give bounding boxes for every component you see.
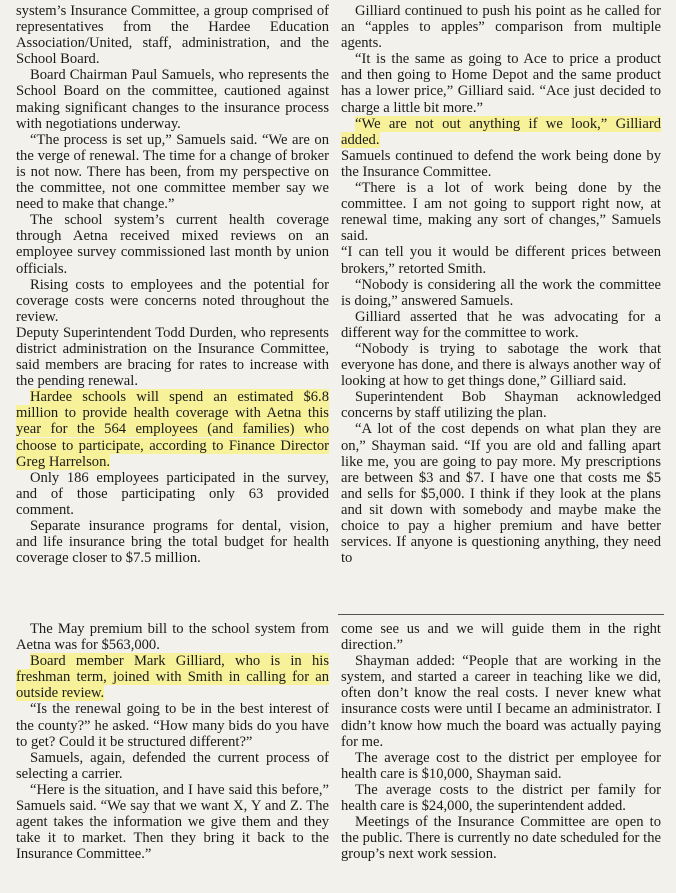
- article-paragraph: come see us and we will guide them in the right direction.”: [341, 621, 661, 654]
- article-paragraph: “Is the renewal going to be in the best interest of the county?” he asked. “How many bids do you have to get? Could it be structured different?”: [16, 701, 329, 750]
- article-paragraph: “Nobody is considering all the work the committee is doing,” answered Samuels.: [341, 276, 661, 309]
- highlighted-text: “We are not out anything if we look,” Gilliard added.: [341, 115, 661, 148]
- article-paragraph: “Here is the situation, and I have said this before,” Samuels said. “We say that we want X, Y and Z. The agent takes the information we give them and they take it to market. Then they bring it back to the Insurance Committee.”: [16, 781, 329, 863]
- article-paragraph: Shayman added: “People that are working in the system, and started a career in teaching like we did, often don’t know the real costs. I never knew what insurance costs were until I became an administrator. I didn’t know how much the board was actually paying for me.: [341, 653, 661, 750]
- article-paragraph: “Nobody is trying to sabotage the work that everyone has done, and there is always another way of looking at how to get things done,” Gilliard said.: [341, 340, 661, 390]
- column-bottom-right: [341, 621, 661, 893]
- article-paragraph: Gilliard continued to push his point as he called for an “apples to apples” comparison from multiple agents.: [341, 3, 661, 52]
- article-paragraph: Separate insurance programs for dental, vision, and life insurance bring the total budget for health coverage closer to $7.5 million.: [16, 518, 329, 567]
- article-paragraph: The school system’s current health coverage through Aetna received mixed reviews on an employee survey commissioned last month by union officials.: [16, 212, 329, 277]
- column-bottom-left: [16, 621, 329, 893]
- article-paragraph: Only 186 employees participated in the survey, and of those participating only 63 provided comment.: [16, 469, 329, 518]
- article-paragraph: The May premium bill to the school system from Aetna was for $563,000.: [16, 621, 329, 654]
- article-paragraph: “It is the same as going to Ace to price a product and then going to Home Depot and the same product has a lower price,” Gilliard said. “Ace just decided to charge a little bit more.”: [341, 51, 661, 116]
- article-paragraph: Samuels, again, defended the current process of selecting a carrier.: [16, 749, 329, 782]
- column-top-right: [341, 3, 661, 611]
- article-paragraph: Samuels continued to defend the work being done by the Insurance Committee.: [341, 147, 661, 180]
- article-paragraph: Superintendent Bob Shayman acknowledged concerns by staff utilizing the plan.: [341, 389, 661, 422]
- article-paragraph: “I can tell you it would be different prices between brokers,” retorted Smith.: [341, 244, 661, 277]
- column-top-left: [16, 3, 329, 611]
- article-paragraph: Deputy Superintendent Todd Durden, who represents district administration on the Insurance Committee, said members are bracing for rates to increase with the pending renewal.: [16, 324, 329, 390]
- article-paragraph: “The process is set up,” Samuels said. “We are on the verge of renewal. The time for a change of broker is not now. There has been, from my perspective on the committee, not one committee member say we need to make that change.”: [16, 131, 329, 213]
- article-paragraph: [16, 389, 329, 469]
- article-paragraph: Rising costs to employees and the potential for coverage costs were concerns noted throughout the review.: [16, 276, 329, 325]
- article-paragraph: “There is a lot of work being done by the committee. I am not going to support right now, at renewal time, making any sort of changes,” Samuels said.: [341, 180, 661, 245]
- article-paragraph: The average cost to the district per employee for health care is $10,000, Shayman said.: [341, 749, 661, 782]
- article-paragraph: [341, 116, 661, 148]
- article-paragraph: system’s Insurance Committee, a group comprised of representatives from the Hardee Education Association/United, staff, administration, and the School Board.: [16, 3, 329, 68]
- highlighted-text: Hardee schools will spend an estimated $6.8 million to provide health coverage with Aetna this year for the 564 employees (and families) who choose to participate, according to Finance Director Greg Harrelson.: [16, 389, 329, 470]
- article-paragraph: Meetings of the Insurance Committee are open to the public. There is currently no date scheduled for the group’s next work session.: [341, 814, 661, 863]
- highlighted-text: Board member Mark Gilliard, who is in his freshman term, joined with Smith in calling for an outside review.: [16, 653, 329, 702]
- article-paragraph: “A lot of the cost depends on what plan they are on,” Shayman said. “If you are old and falling apart like me, you are going to pay more. My prescriptions are between $3 and $7. I have one that costs me $5 and sells for $5,000. I think if they look at the plans and sit down with somebody and maybe make the choice to pay a higher premium and have better services. If anyone is questioning anything, they need to: [341, 421, 661, 567]
- article-paragraph: [16, 653, 329, 701]
- article-paragraph: Board Chairman Paul Samuels, who represents the School Board on the committee, cautioned against making significant changes to the insurance process with negotiations underway.: [16, 67, 329, 132]
- article-paragraph: Gilliard asserted that he was advocating for a different way for the committee to work.: [341, 308, 661, 341]
- column-divider-rule: [338, 614, 664, 615]
- article-paragraph: The average costs to the district per family for health care is $24,000, the superintendent added.: [341, 781, 661, 815]
